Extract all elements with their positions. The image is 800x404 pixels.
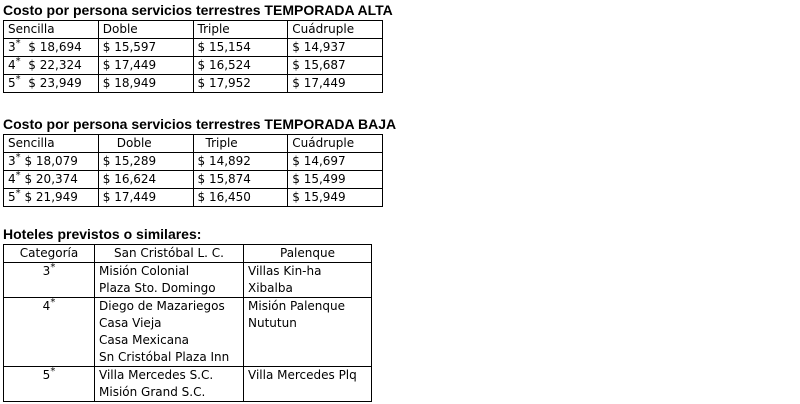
price: $ 22,324 bbox=[28, 58, 82, 72]
temporada-baja-table bbox=[3, 134, 383, 207]
hoteles-title: Hoteles previstos o similares: bbox=[3, 226, 202, 242]
table-row bbox=[4, 57, 383, 75]
cuadruple-cell: $ 15,949 bbox=[288, 189, 383, 207]
star-symbol: * bbox=[50, 262, 56, 273]
hotel-name: Xibalba bbox=[248, 281, 293, 295]
table-row bbox=[4, 263, 372, 298]
triple-cell: $ 17,952 bbox=[193, 75, 288, 93]
hotel-name: Sn Cristóbal Plaza Inn bbox=[99, 350, 230, 364]
doble-cell: $ 17,449 bbox=[98, 57, 193, 75]
star-symbol: * bbox=[50, 297, 56, 308]
table-header-row bbox=[4, 21, 383, 39]
palenque-cell bbox=[244, 263, 372, 298]
table-header-row bbox=[4, 245, 372, 263]
table-row bbox=[4, 367, 372, 402]
star-rating: 5 bbox=[8, 190, 16, 204]
price: $ 21,949 bbox=[24, 190, 78, 204]
sencilla-cell bbox=[4, 57, 99, 75]
hotel-name: Misión Grand S.C. bbox=[99, 385, 206, 399]
header-cuadruple: Cuádruple bbox=[288, 135, 383, 153]
star-rating: 3 bbox=[8, 40, 16, 54]
hotel-name: Casa Vieja bbox=[99, 316, 162, 330]
star-rating: 5 bbox=[8, 76, 16, 90]
star-symbol: * bbox=[15, 170, 21, 181]
table-row bbox=[4, 39, 383, 57]
cuadruple-cell: $ 14,937 bbox=[288, 39, 383, 57]
star-symbol: * bbox=[15, 74, 21, 85]
price: $ 18,694 bbox=[28, 40, 82, 54]
doble-cell: $ 15,289 bbox=[98, 153, 193, 171]
categoria-cell bbox=[4, 367, 95, 402]
triple-cell: $ 14,892 bbox=[193, 153, 288, 171]
categoria-cell bbox=[4, 298, 95, 367]
doble-cell: $ 17,449 bbox=[98, 189, 193, 207]
doble-cell: $ 16,624 bbox=[98, 171, 193, 189]
temporada-baja-title: Costo por persona servicios terrestres TEMPORADA BAJA bbox=[3, 116, 397, 132]
sencilla-cell bbox=[4, 75, 99, 93]
header-san-cristobal: San Cristóbal L. C. bbox=[95, 245, 244, 263]
star-symbol: * bbox=[15, 38, 21, 49]
star-rating: 4 bbox=[42, 299, 51, 313]
star-rating: 4 bbox=[8, 172, 16, 186]
star-symbol: * bbox=[15, 152, 21, 163]
star-rating: 5 bbox=[42, 368, 51, 382]
sencilla-cell bbox=[4, 171, 99, 189]
price: $ 20,374 bbox=[24, 172, 78, 186]
cuadruple-cell: $ 15,687 bbox=[288, 57, 383, 75]
hotel-name: Misión Colonial bbox=[99, 264, 190, 278]
table-row bbox=[4, 298, 372, 367]
hotel-name: Villa Mercedes Plq bbox=[248, 368, 357, 382]
star-symbol: * bbox=[15, 188, 21, 199]
table-row bbox=[4, 75, 383, 93]
doble-cell: $ 18,949 bbox=[98, 75, 193, 93]
palenque-cell bbox=[244, 298, 372, 367]
header-triple: Triple bbox=[193, 135, 288, 153]
star-symbol: * bbox=[50, 366, 56, 377]
triple-cell: $ 16,450 bbox=[193, 189, 288, 207]
sencilla-cell bbox=[4, 153, 99, 171]
san-cristobal-cell bbox=[95, 298, 244, 367]
star-rating: 4 bbox=[8, 58, 16, 72]
sencilla-cell bbox=[4, 189, 99, 207]
temporada-alta-table bbox=[3, 20, 383, 93]
star-rating: 3 bbox=[42, 264, 51, 278]
price: $ 23,949 bbox=[28, 76, 82, 90]
hotel-name: Nututun bbox=[248, 316, 297, 330]
table-row bbox=[4, 189, 383, 207]
star-symbol: * bbox=[15, 56, 21, 67]
price: $ 18,079 bbox=[24, 154, 78, 168]
hotel-name: Misión Palenque bbox=[248, 299, 346, 313]
triple-cell: $ 15,154 bbox=[193, 39, 288, 57]
header-categoria: Categoría bbox=[4, 245, 95, 263]
categoria-cell bbox=[4, 263, 95, 298]
header-palenque: Palenque bbox=[244, 245, 372, 263]
cuadruple-cell: $ 17,449 bbox=[288, 75, 383, 93]
temporada-alta-title: Costo por persona servicios terrestres TEMPORADA ALTA bbox=[3, 2, 393, 18]
triple-cell: $ 16,524 bbox=[193, 57, 288, 75]
star-rating: 3 bbox=[8, 154, 16, 168]
header-sencilla: Sencilla bbox=[4, 21, 99, 39]
header-sencilla: Sencilla bbox=[4, 135, 99, 153]
header-cuadruple: Cuádruple bbox=[288, 21, 383, 39]
san-cristobal-cell bbox=[95, 263, 244, 298]
table-row bbox=[4, 171, 383, 189]
palenque-cell bbox=[244, 367, 372, 402]
hotel-name: Diego de Mazariegos bbox=[99, 299, 225, 313]
table-header-row bbox=[4, 135, 383, 153]
header-doble: Doble bbox=[98, 21, 193, 39]
header-triple: Triple bbox=[193, 21, 288, 39]
san-cristobal-cell bbox=[95, 367, 244, 402]
hotel-name: Plaza Sto. Domingo bbox=[99, 281, 216, 295]
hotel-name: Villas Kin-ha bbox=[248, 264, 322, 278]
hoteles-table bbox=[3, 244, 372, 402]
hotel-name: Casa Mexicana bbox=[99, 333, 190, 347]
cuadruple-cell: $ 15,499 bbox=[288, 171, 383, 189]
doble-cell: $ 15,597 bbox=[98, 39, 193, 57]
sencilla-cell bbox=[4, 39, 99, 57]
header-doble: Doble bbox=[98, 135, 193, 153]
triple-cell: $ 15,874 bbox=[193, 171, 288, 189]
hotel-name: Villa Mercedes S.C. bbox=[99, 368, 214, 382]
table-row bbox=[4, 153, 383, 171]
cuadruple-cell: $ 14,697 bbox=[288, 153, 383, 171]
